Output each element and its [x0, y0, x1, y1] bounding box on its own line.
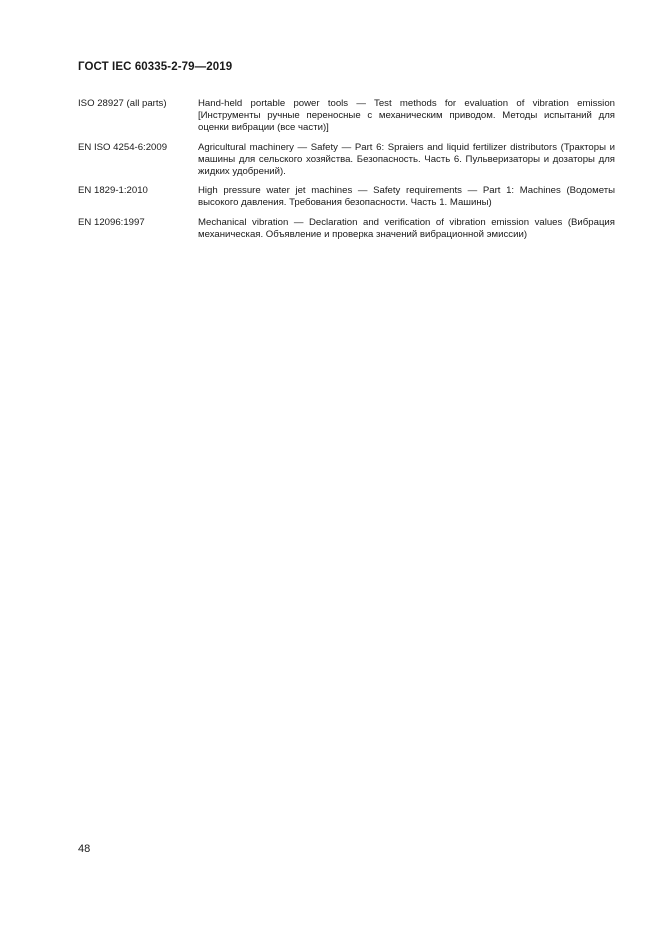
reference-row [78, 185, 615, 209]
reference-title: High pressure water jet machines — Safety requirements — Part 1: Machines (Водометы высокого давления. Требования безопасности. Часть 1. Машины) [198, 185, 615, 209]
reference-code: EN 1829-1:2010 [78, 185, 148, 197]
page-header-standard: ГОСТ IEC 60335-2-79—2019 [78, 61, 233, 73]
reference-code: EN ISO 4254-6:2009 [78, 141, 168, 153]
reference-code: EN 12096:1997 [78, 216, 145, 228]
reference-code: ISO 28927 (all parts) [78, 98, 167, 109]
reference-title: Mechanical vibration — Declaration and verification of vibration emission values (Вибрация механическая. Объявление и проверка значений вибрационной эмиссии) [198, 216, 615, 240]
references-list [78, 98, 615, 248]
reference-title: Agricultural machinery — Safety — Part 6: Spraiers and liquid fertilizer distributors (Тракторы и машины для сельского хозяйства. Безопасность. Часть 6. Пульверизаторы и дозаторы для жидких удобрений). [198, 141, 615, 178]
reference-row [78, 217, 615, 241]
page-number: 48 [78, 843, 91, 855]
reference-title: Hand-held portable power tools — Test methods for evaluation of vibration emission [Инструменты ручные переносные с механическим приводом. Методы испытаний для оценки вибрации (все части)] [198, 98, 615, 134]
reference-row [78, 142, 615, 179]
reference-row [78, 98, 615, 135]
